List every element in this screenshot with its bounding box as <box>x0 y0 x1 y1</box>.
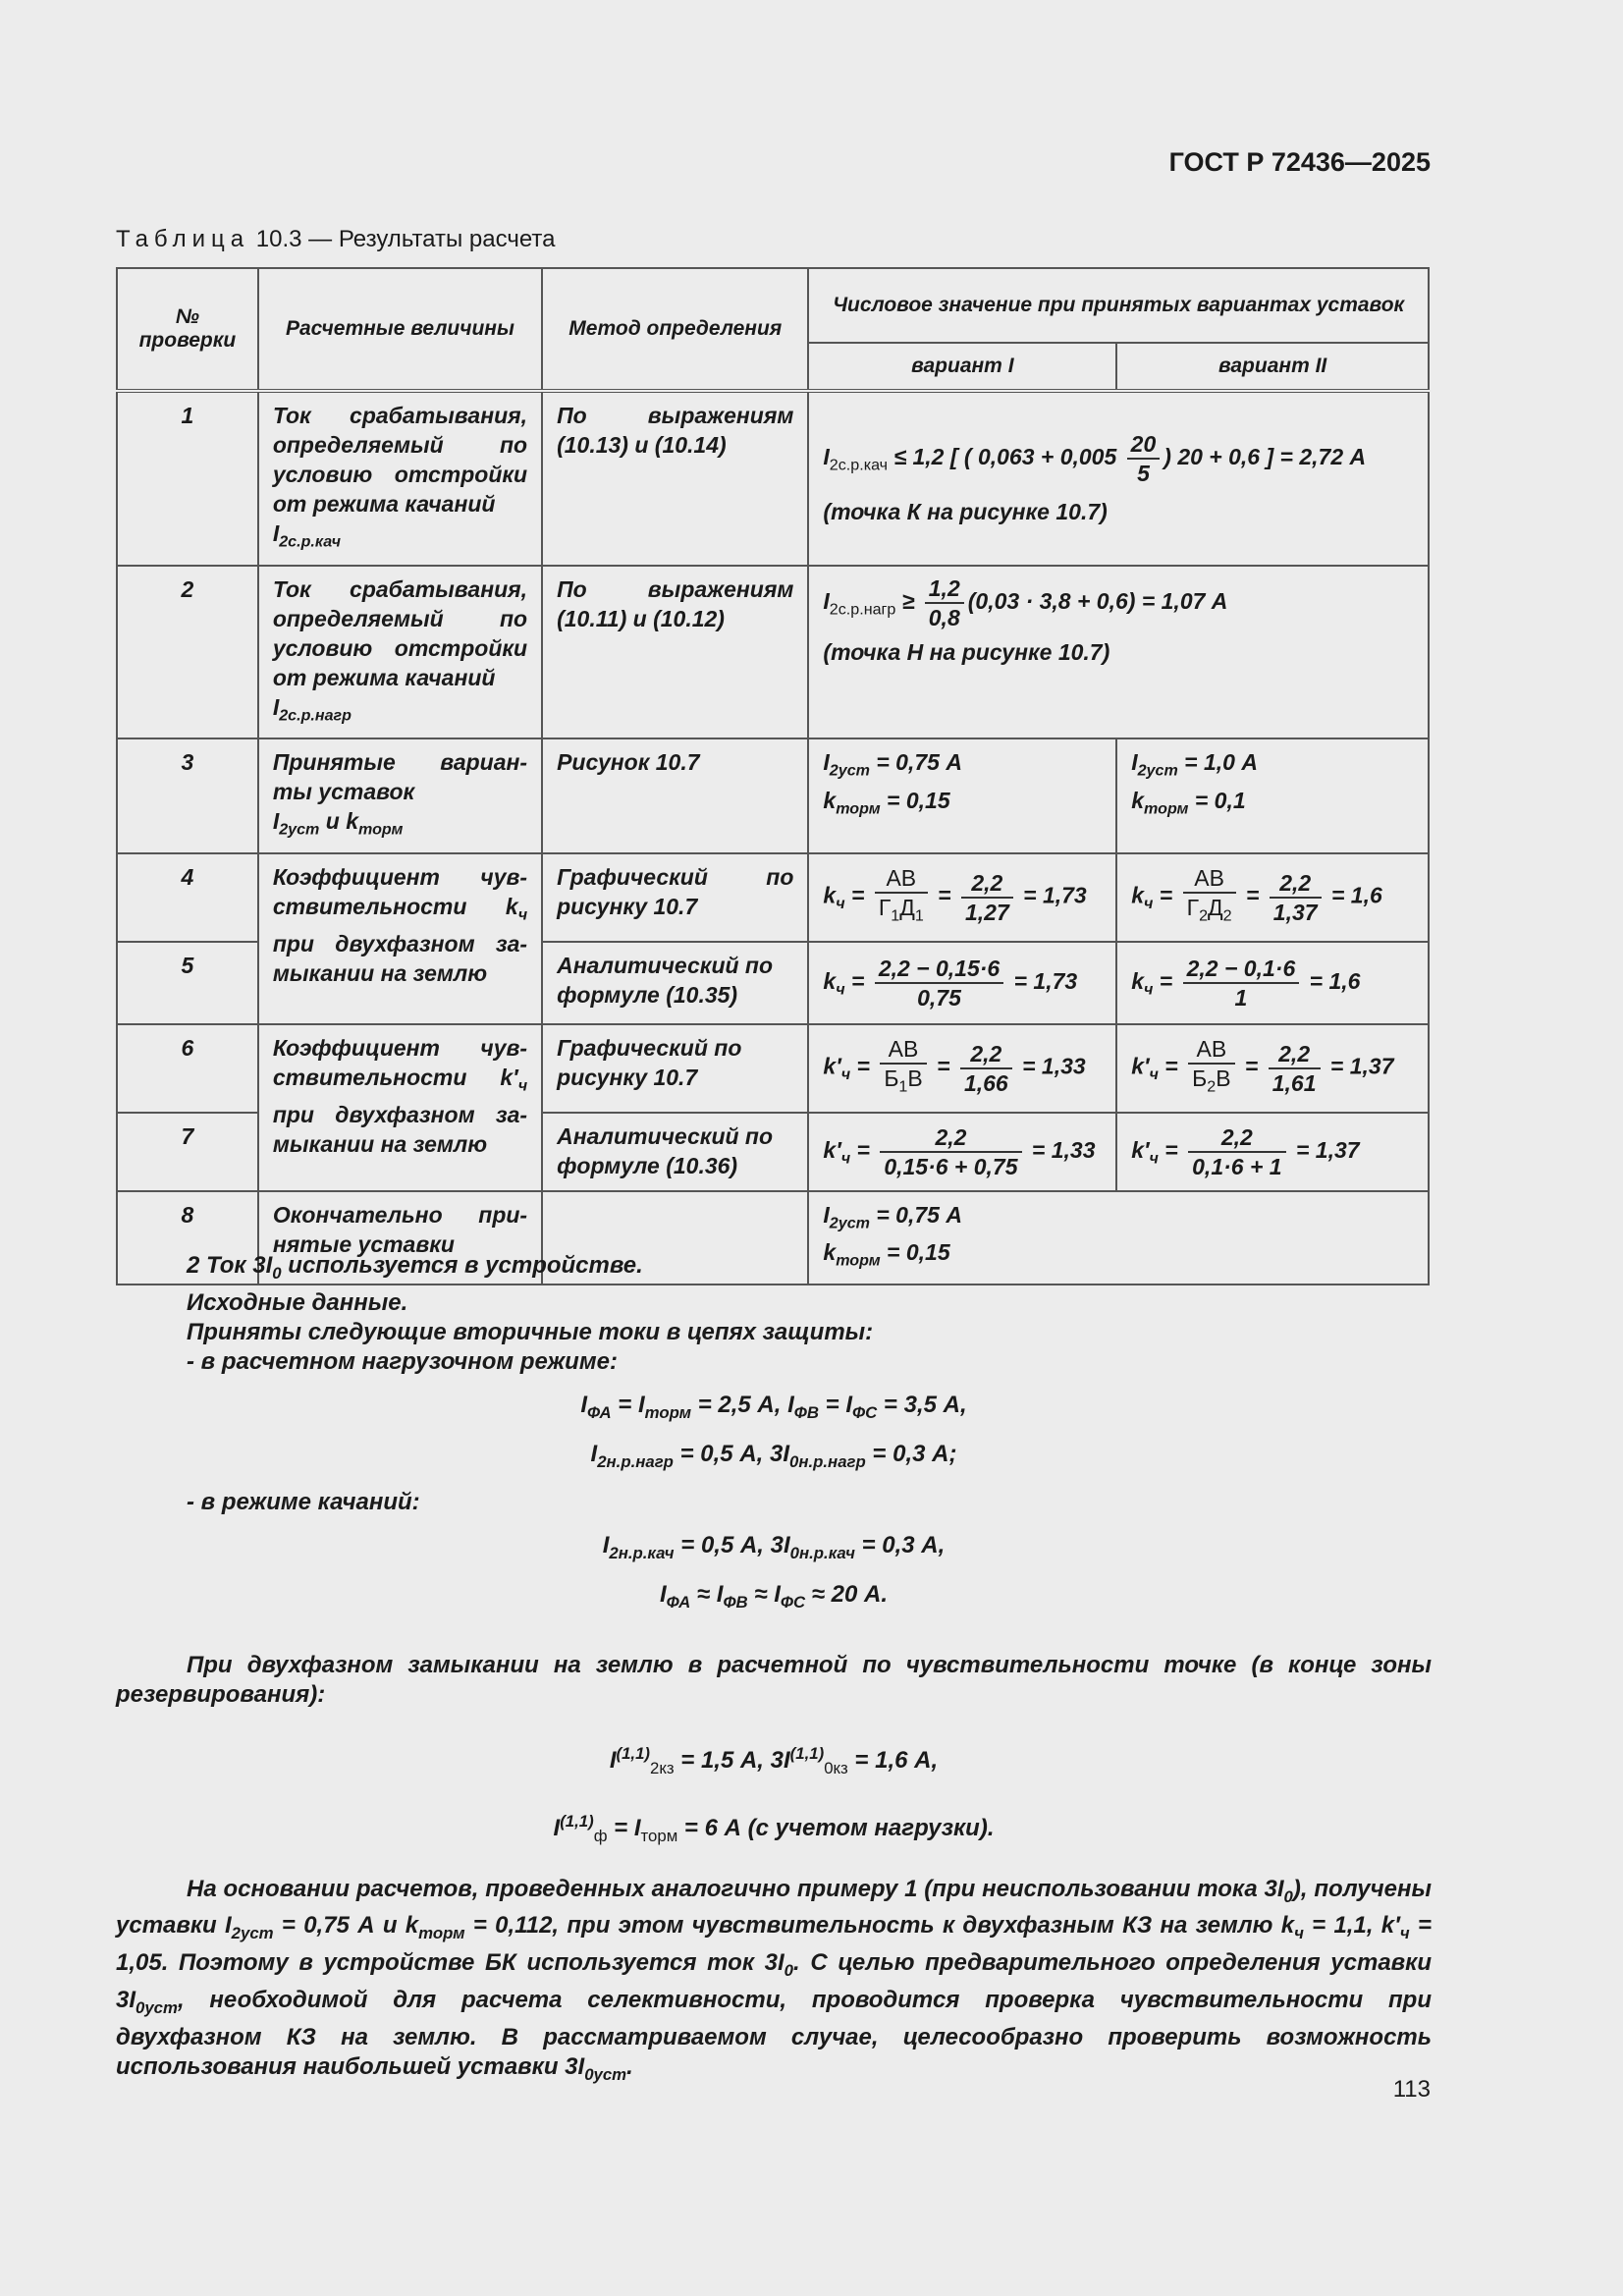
equation: I$^{(1,1)}_{2кз}$ = 1,5 А, $3I^{(1,1)}_{0кз} = 1,6$ А, <box>609 1743 939 1777</box>
row-value-final: $I_{2уст} = 0,75$ А $k_{торм} = 0,15$ <box>808 1191 1429 1285</box>
paragraph: При двухфазном замыкании на землю в расчетной по чувствительности точке (в конце зоны резервирования): <box>116 1651 1432 1708</box>
row-quantity: Ток срабатывания, определяемый по условию отстройки от режима качаний $I_{2с.р.кач}$ <box>258 391 542 566</box>
table-caption-text: 10.3 — Результаты расчета <box>255 226 556 252</box>
equation: $I_{2н.р.кач} = 0,5$ А, $3I_{0н.р.кач} = 0,3$ А, <box>602 1532 946 1563</box>
results-table <box>116 267 1430 1285</box>
table-row <box>117 1024 1429 1113</box>
row-method: По выражениям (10.13) и (10.14) <box>542 391 808 566</box>
text-line: - в расчетном нагрузочном режиме: <box>187 1347 618 1375</box>
page-number: 113 <box>1392 2076 1431 2103</box>
row-value-v1: $k_ч$ = $\frac{2,2 - 0,15\cdot 6}{0,75}$ = 1,73 <box>808 942 1116 1024</box>
row-value-v2: $k'_ч$ = $\frac{АВ}{Б_2В}$ = $\frac{2,2}{1,61}$ = 1,37 <box>1116 1024 1429 1113</box>
row-value-v1: $I_{2уст} = 0,75$ А $k_{торм} = 0,15$ <box>808 738 1116 853</box>
row-number: 8 <box>117 1191 258 1285</box>
row-value-v1: $k'_ч$ = $\frac{АВ}{Б_1В}$ = $\frac{2,2}{1,66}$ = 1,33 <box>808 1024 1116 1113</box>
table-row <box>117 853 1429 942</box>
row-quantity: Коэффициент чув-ствительности $k'_ч$ при двухфазном за-мыкании на землю <box>258 1024 542 1191</box>
header-variant-2: вариант II <box>1116 343 1429 391</box>
body-text <box>116 1251 1432 2090</box>
header-method: Метод определения <box>542 268 808 391</box>
row-method: Графический по рисунку 10.7 <box>542 853 808 942</box>
table-header-row <box>117 268 1429 343</box>
row-number: 6 <box>117 1024 258 1113</box>
table-row <box>117 738 1429 853</box>
row-value-v2: $k'_ч$ = $\frac{2,2}{0,1\cdot 6 + 1}$ = 1,37 <box>1116 1113 1429 1191</box>
equation: $I_{ФА} \approx I_{ФВ} \approx I_{ФС} \approx 20$ А. <box>660 1581 888 1612</box>
row-number: 5 <box>117 942 258 1024</box>
formula-i2-kach: $I_{2с.р.кач} \le 1,2$ [ ( 0,063 + 0,005 $\frac{20}{5}$ ) 20 + 0,6 ] = 2,72 А <box>823 431 1367 487</box>
row-quantity: Принятые вариан-ты уставок $I_{2уст}$ и $k_{торм}$ <box>258 738 542 853</box>
row-note: (точка Н на рисунке 10.7) <box>823 638 1110 665</box>
row-number: 2 <box>117 566 258 739</box>
text-line: - в режиме качаний: <box>187 1489 420 1516</box>
row-value-formula <box>808 566 1429 739</box>
row-method: Аналитический по формуле (10.36) <box>542 1113 808 1191</box>
row-value-v1: $k_ч$ = $\frac{АВ}{Г_1Д_1}$ = $\frac{2,2}{1,27}$ = 1,73 <box>808 853 1116 942</box>
row-method: По выражениям (10.11) и (10.12) <box>542 566 808 739</box>
table-row <box>117 391 1429 566</box>
row-number: 3 <box>117 738 258 853</box>
header-quantity: Расчетные величины <box>258 268 542 391</box>
text-line: Приняты следующие вторичные токи в цепях защиты: <box>187 1318 874 1345</box>
header-variant-1: вариант I <box>808 343 1116 391</box>
header-values: Числовое значение при принятых вариантах уставок <box>808 268 1429 343</box>
header-num: № проверки <box>117 268 258 391</box>
row-number: 4 <box>117 853 258 942</box>
row-number: 7 <box>117 1113 258 1191</box>
text-line: 2 Ток $3I_0$ используется в устройстве. <box>187 1252 643 1283</box>
document-id: ГОСТ Р 72436—2025 <box>1168 147 1431 177</box>
text-line: Исходные данные. <box>187 1288 408 1316</box>
table-caption-label: Таблица <box>116 226 250 252</box>
row-quantity: Окончательно при-нятые уставки <box>258 1191 542 1285</box>
row-value-formula <box>808 391 1429 566</box>
paragraph: На основании расчетов, проведенных аналогично примеру 1 (при неиспользовании тока $3I_0$), получены уставки $I_{2уст} = 0,75$ А и $k_{торм} = 0,112$, при этом чувствительность к двухфазным КЗ на землю $k_ч = 1,1$, $k'_ч = 1,05$. Поэтому в устройстве БК используется ток $3I_0$. С целью предварительного определения уставки $3I_{0уст}$, необходимой для расчета селективности, проводится проверка чувствительности при двухфазном КЗ на землю. В рассматриваемом случае, целесообразно проверить возможность использования наибольшей уставки $3I_{0уст}$. <box>116 1875 1433 2084</box>
row-value-v2: $k_ч$ = $\frac{2,2 - 0,1\cdot 6}{1}$ = 1,6 <box>1116 942 1429 1024</box>
row-note: (точка К на рисунке 10.7) <box>823 499 1108 525</box>
row-quantity: Коэффициент чув-ствительности $k_ч$ при двухфазном за-мыкании на землю <box>258 853 542 1024</box>
row-value-v2: $k_ч$ = $\frac{АВ}{Г_2Д_2}$ = $\frac{2,2}{1,37}$ = 1,6 <box>1116 853 1429 942</box>
row-method: Графический по рисунку 10.7 <box>542 1024 808 1113</box>
row-method: Рисунок 10.7 <box>542 738 808 853</box>
equation: $I_{ФА} = I_{торм} = 2,5$ А, $I_{ФВ} = I_{ФС} = 3,5$ А, <box>580 1391 967 1422</box>
table-caption <box>116 226 555 253</box>
row-number: 1 <box>117 391 258 566</box>
row-value-v1: $k'_ч$ = $\frac{2,2}{0,15\cdot 6 + 0,75}$ = 1,33 <box>808 1113 1116 1191</box>
equation: $I^{(1,1)}_ф = I_{торм} = 6$ А (с учетом нагрузки). <box>553 1811 995 1845</box>
formula-i2-nagr: $I_{2с.р.нагр}$ ≥ $\frac{1,2}{0,8}$ (0,03 · 3,8 + 0,6) = 1,07 А <box>823 574 1228 630</box>
equation: $I_{2н.р.нагр} = 0,5$ А, $3I_{0н.р.нагр} = 0,3$ А; <box>590 1440 957 1471</box>
row-quantity: Ток срабатывания, определяемый по условию отстройки от режима качаний $I_{2с.р.нагр}$ <box>258 566 542 739</box>
table-row <box>117 566 1429 739</box>
row-method: Аналитический по формуле (10.35) <box>542 942 808 1024</box>
row-value-v2: $I_{2уст} = 1,0$ А $k_{торм} = 0,1$ <box>1116 738 1429 853</box>
